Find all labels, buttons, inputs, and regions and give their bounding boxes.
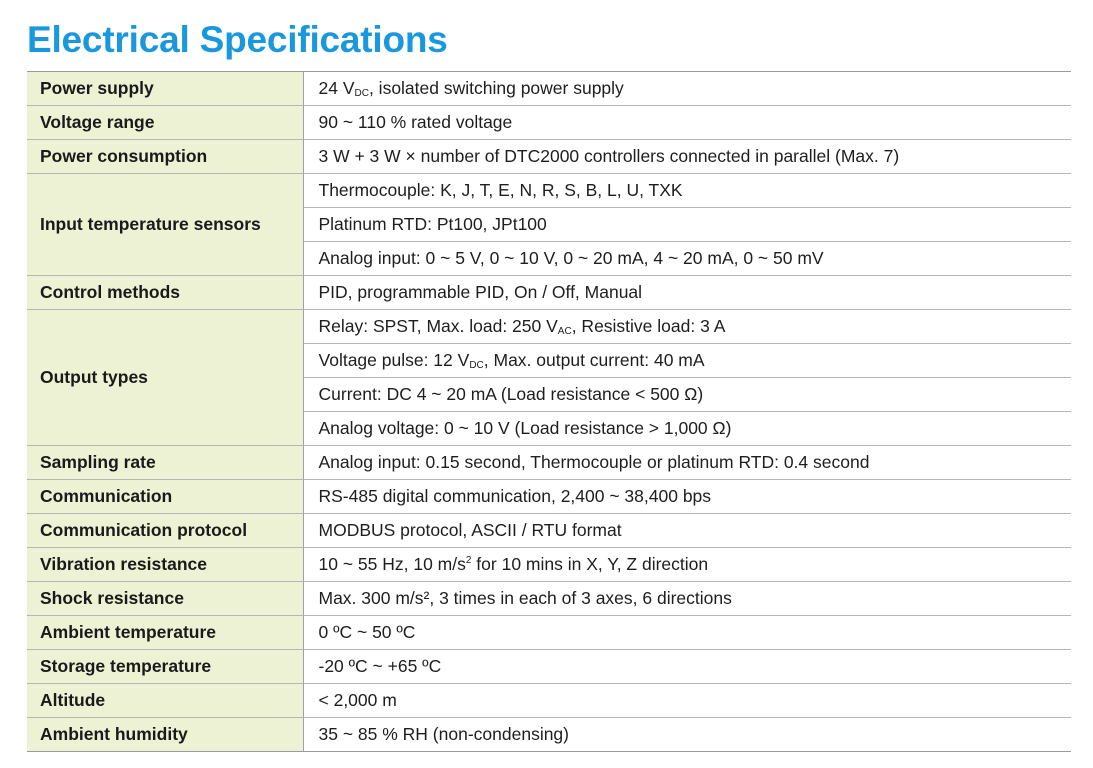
value-text: Voltage pulse: 12 V <box>318 350 470 370</box>
row-label: Sampling rate <box>27 446 303 480</box>
row-label: Ambient temperature <box>27 616 303 650</box>
table-row-sampling-rate <box>27 446 1071 480</box>
row-label: Vibration resistance <box>27 548 303 582</box>
table-row-power-supply <box>27 72 1071 106</box>
row-value: RS-485 digital communication, 2,400 ~ 38,400 bps <box>303 480 1071 514</box>
row-value: < 2,000 m <box>303 684 1071 718</box>
value-text: , Max. output current: 40 mA <box>483 350 705 370</box>
row-value: Thermocouple: K, J, T, E, N, R, S, B, L, U, TXK <box>303 174 1071 208</box>
table-row-communication-protocol <box>27 514 1071 548</box>
value-text: Relay: SPST, Max. load: 250 V <box>318 316 558 336</box>
row-value <box>303 72 1071 106</box>
row-label: Communication protocol <box>27 514 303 548</box>
row-label: Voltage range <box>27 106 303 140</box>
row-label: Ambient humidity <box>27 718 303 752</box>
row-value: Analog input: 0.15 second, Thermocouple or platinum RTD: 0.4 second <box>303 446 1071 480</box>
row-label: Communication <box>27 480 303 514</box>
row-value: 3 W + 3 W × number of DTC2000 controllers connected in parallel (Max. 7) <box>303 140 1071 174</box>
row-value: Platinum RTD: Pt100, JPt100 <box>303 208 1071 242</box>
table-row-storage-temperature <box>27 650 1071 684</box>
table-row-control-methods <box>27 276 1071 310</box>
row-label: Altitude <box>27 684 303 718</box>
row-value: PID, programmable PID, On / Off, Manual <box>303 276 1071 310</box>
row-label: Output types <box>27 310 303 446</box>
row-value: 90 ~ 110 % rated voltage <box>303 106 1071 140</box>
row-value: Max. 300 m/s², 3 times in each of 3 axes, 6 directions <box>303 582 1071 616</box>
table-row-power-consumption <box>27 140 1071 174</box>
superscript: 2 <box>465 555 472 566</box>
row-label: Storage temperature <box>27 650 303 684</box>
row-value: MODBUS protocol, ASCII / RTU format <box>303 514 1071 548</box>
table-row-communication <box>27 480 1071 514</box>
table-row-altitude <box>27 684 1071 718</box>
row-value: 35 ~ 85 % RH (non-condensing) <box>303 718 1071 752</box>
row-label: Power supply <box>27 72 303 106</box>
subscript: DC <box>354 88 369 99</box>
row-label: Control methods <box>27 276 303 310</box>
row-label: Input temperature sensors <box>27 174 303 276</box>
table-row-shock-resistance <box>27 582 1071 616</box>
row-value: -20 ºC ~ +65 ºC <box>303 650 1071 684</box>
table-row-ambient-humidity <box>27 718 1071 752</box>
row-label: Shock resistance <box>27 582 303 616</box>
row-value: 0 ºC ~ 50 ºC <box>303 616 1071 650</box>
row-value: Current: DC 4 ~ 20 mA (Load resistance < 500 Ω) <box>303 378 1071 412</box>
table-row-input-sensors <box>27 174 1071 208</box>
row-value <box>303 310 1071 344</box>
row-value <box>303 548 1071 582</box>
value-text: , Resistive load: 3 A <box>571 316 726 336</box>
value-text: 24 V <box>318 78 355 98</box>
row-value <box>303 344 1071 378</box>
value-text: , isolated switching power supply <box>368 78 624 98</box>
spec-table <box>27 71 1071 752</box>
table-row-output-relay <box>27 310 1071 344</box>
row-value: Analog voltage: 0 ~ 10 V (Load resistance > 1,000 Ω) <box>303 412 1071 446</box>
table-row-vibration-resistance <box>27 548 1071 582</box>
page-title: Electrical Specifications <box>27 19 448 60</box>
subscript: DC <box>469 360 484 371</box>
table-row-voltage-range <box>27 106 1071 140</box>
table-row-ambient-temperature <box>27 616 1071 650</box>
subscript: AC <box>557 326 572 337</box>
row-label: Power consumption <box>27 140 303 174</box>
value-text: for 10 mins in X, Y, Z direction <box>471 554 709 574</box>
value-text: 10 ~ 55 Hz, 10 m/s <box>318 554 466 574</box>
row-value: Analog input: 0 ~ 5 V, 0 ~ 10 V, 0 ~ 20 mA, 4 ~ 20 mA, 0 ~ 50 mV <box>303 242 1071 276</box>
